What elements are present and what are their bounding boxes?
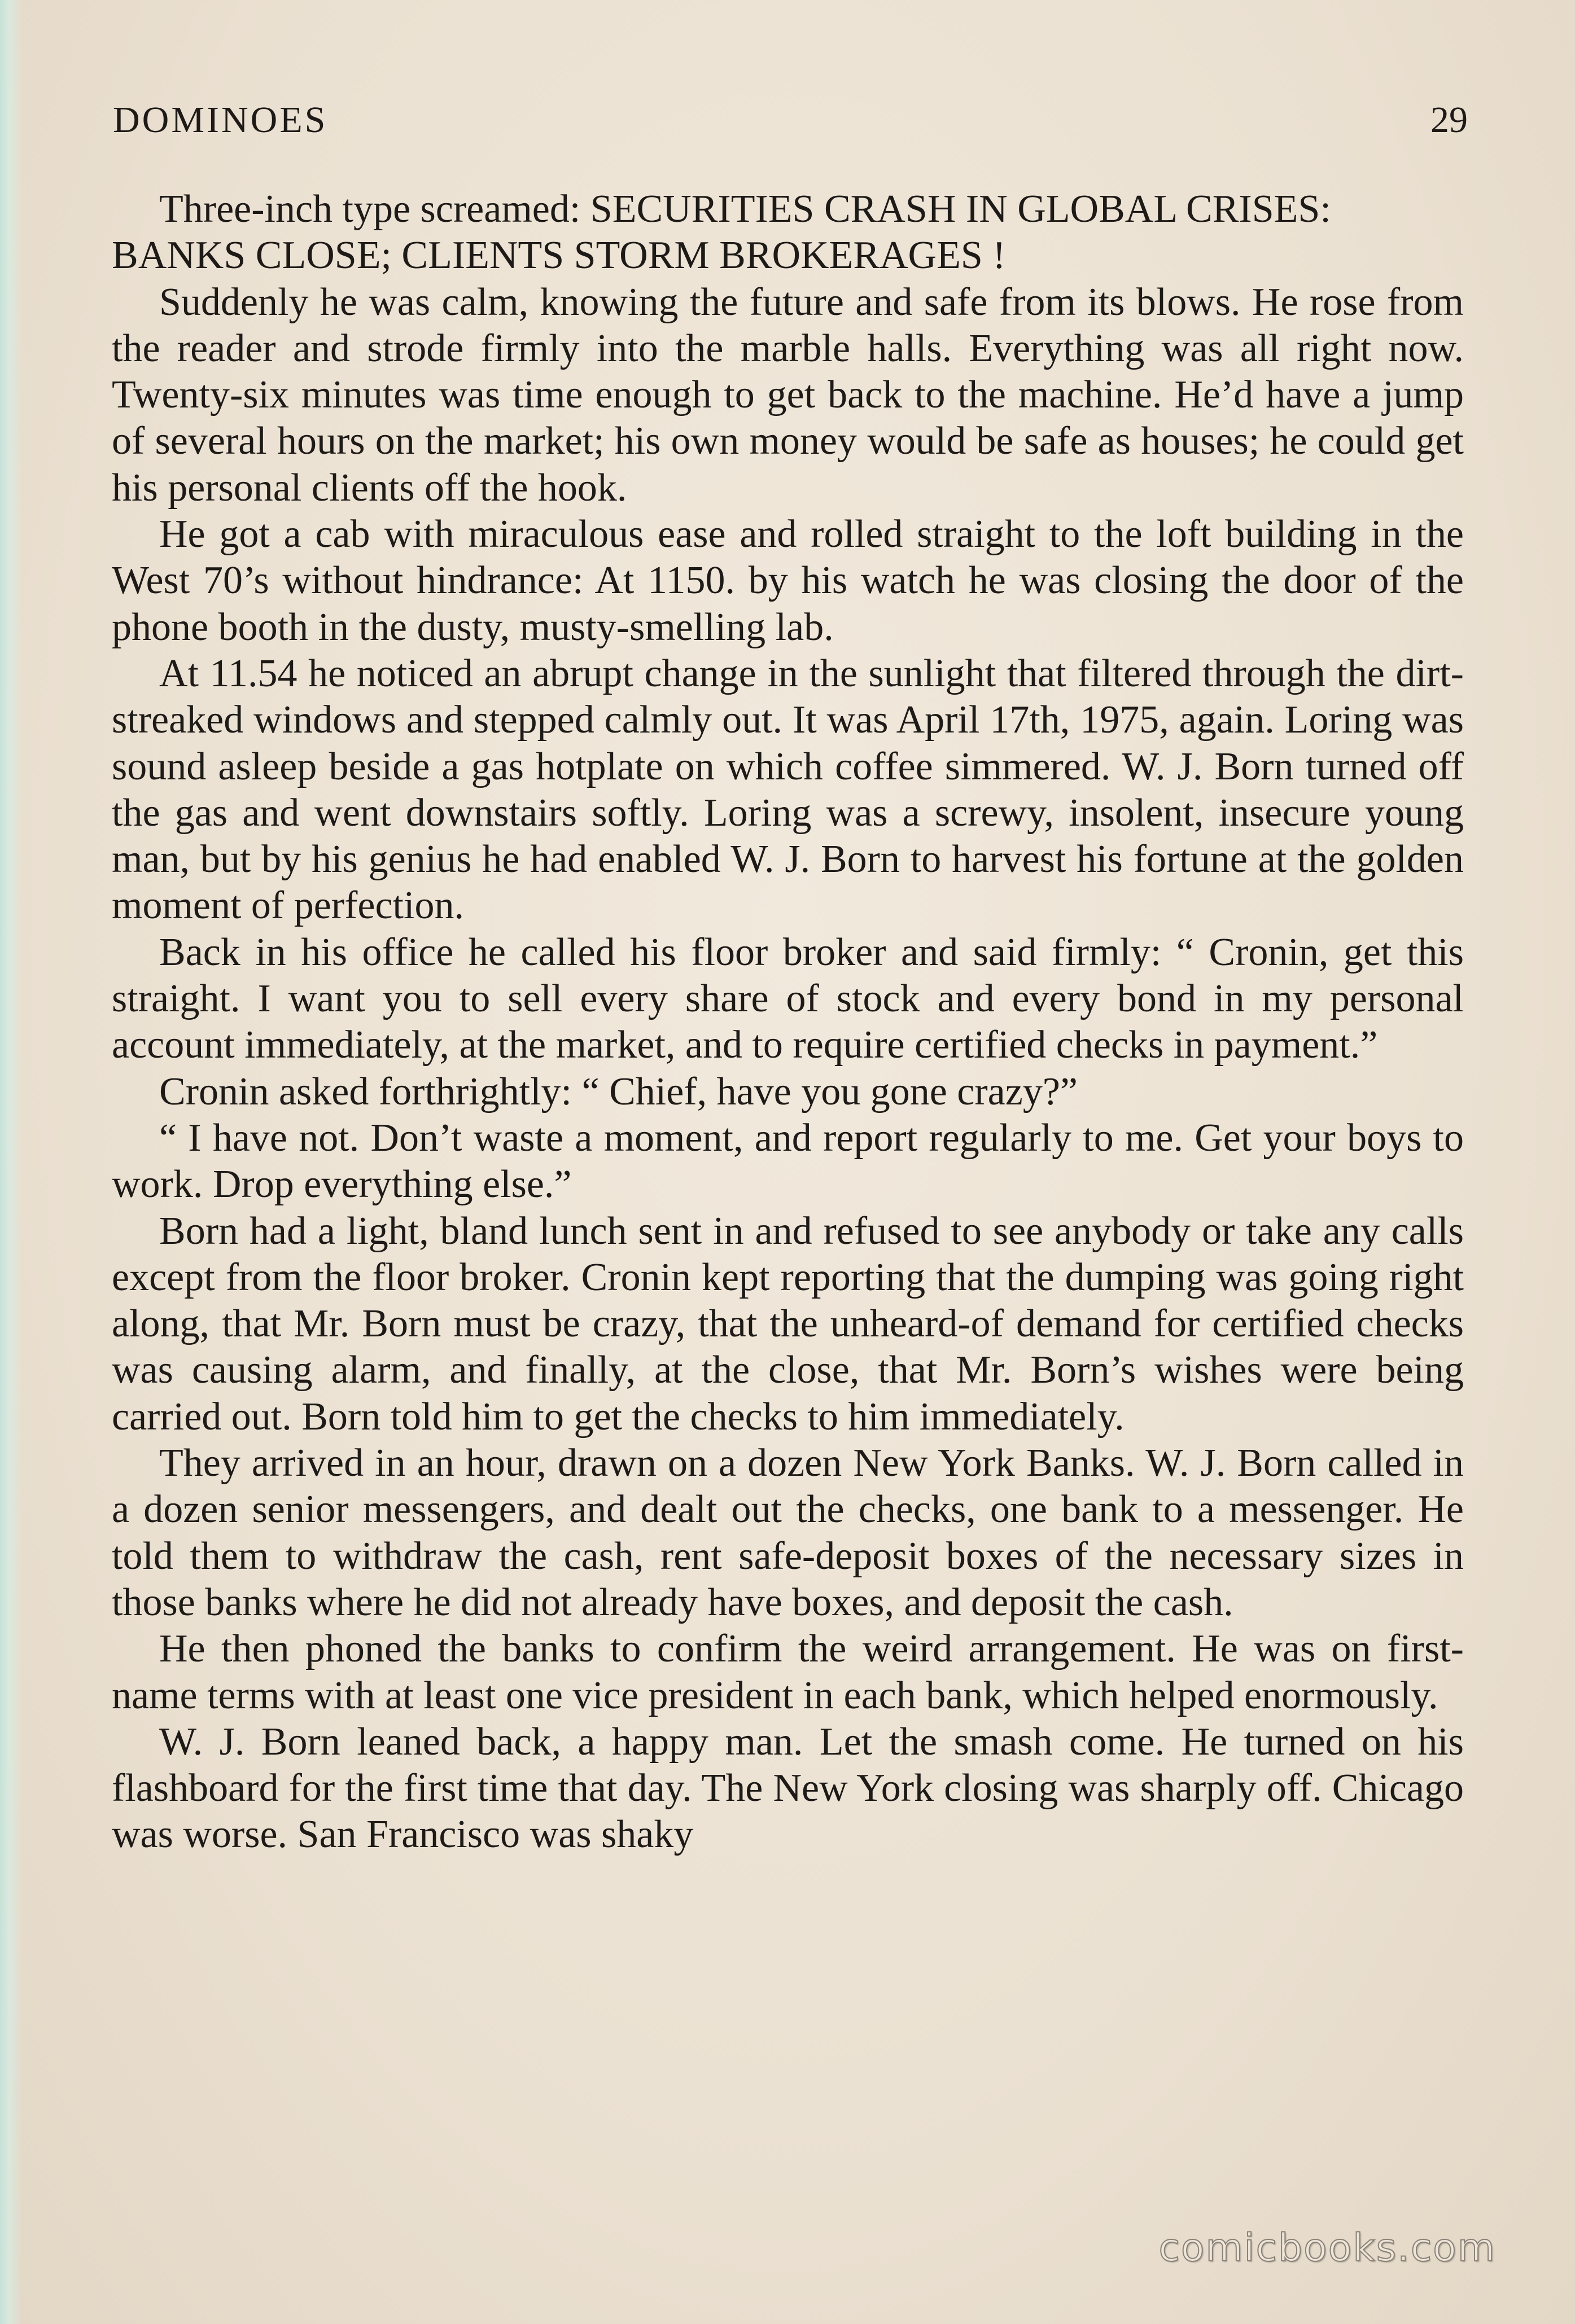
body-text bbox=[112, 186, 1464, 1858]
paragraph: Born had a light, bland lunch sent in and refused to see anybody or take any calls except from the floor broker. Cronin kept reporting that the dumping was going right along, that Mr. Born must be crazy, that the unheard-of demand for certified checks was causing alarm, and finally, at the close, that Mr. Born’s wishes were being carried out. Born told him to get the checks to him immediately. bbox=[112, 1209, 1464, 1439]
paragraph: Suddenly he was calm, knowing the future and safe from its blows. He rose from the reader and strode firmly into the marble halls. Everything was all right now. Twenty-six minutes was time enough to get back to the machine. He’d have a jump of several hours on the market; his own money would be safe as houses; he could get his personal clients off the hook. bbox=[112, 280, 1464, 510]
running-head-title: DOMINOES bbox=[113, 99, 328, 141]
paragraph-headline: Three-inch type screamed: SECURITIES CRASH IN GLOBAL CRISES: BANKS CLOSE; CLIENTS STORM BROKERAGES ! bbox=[112, 187, 1331, 278]
paragraph: Back in his office he called his floor broker and said firmly: “ Cronin, get this straight. I want you to sell every share of stock and every bond in my personal account immediately, at the market, and to require certified checks in payment.” bbox=[112, 930, 1464, 1067]
watermark: comicbooks.com bbox=[1158, 2226, 1496, 2270]
page-number: 29 bbox=[1430, 99, 1468, 141]
page-edge-tint bbox=[0, 0, 23, 2324]
paragraph: “ I have not. Don’t waste a moment, and report regularly to me. Get your boys to work. Drop everything else.” bbox=[112, 1116, 1464, 1207]
paragraph: They arrived in an hour, drawn on a dozen New York Banks. W. J. Born called in a dozen senior messengers, and dealt out the checks, one bank to a messenger. He told them to withdraw the cash, rent safe-deposit boxes of the necessary sizes in those banks where he did not already have boxes, and deposit the cash. bbox=[112, 1441, 1464, 1624]
running-head bbox=[113, 99, 1468, 144]
paragraph: At 11.54 he noticed an abrupt change in the sunlight that filtered through the dirt-streaked windows and stepped calmly out. It was April 17th, 1975, again. Loring was sound asleep beside a gas hotplate on which coffee simmered. W. J. Born turned off the gas and went downstairs softly. Loring was a screwy, insolent, insecure young man, but by his genius he had enabled W. J. Born to harvest his fortune at the golden moment of perfection. bbox=[112, 651, 1464, 928]
paragraph: He got a cab with miraculous ease and rolled straight to the loft building in the West 70’s without hindrance: At 1150. by his watch he was closing the door of the phone booth in the dusty, musty-smelling lab. bbox=[112, 512, 1464, 649]
paragraph: Cronin asked forthrightly: “ Chief, have you gone crazy?” bbox=[159, 1069, 1078, 1113]
paragraph: W. J. Born leaned back, a happy man. Let the smash come. He turned on his flashboard for the first time that day. The New York closing was sharply off. Chicago was worse. San Francisco was shaky bbox=[112, 1720, 1464, 1857]
paragraph: He then phoned the banks to confirm the weird arrangement. He was on first-name terms with at least one vice president in each bank, which helped enormously. bbox=[112, 1627, 1464, 1717]
